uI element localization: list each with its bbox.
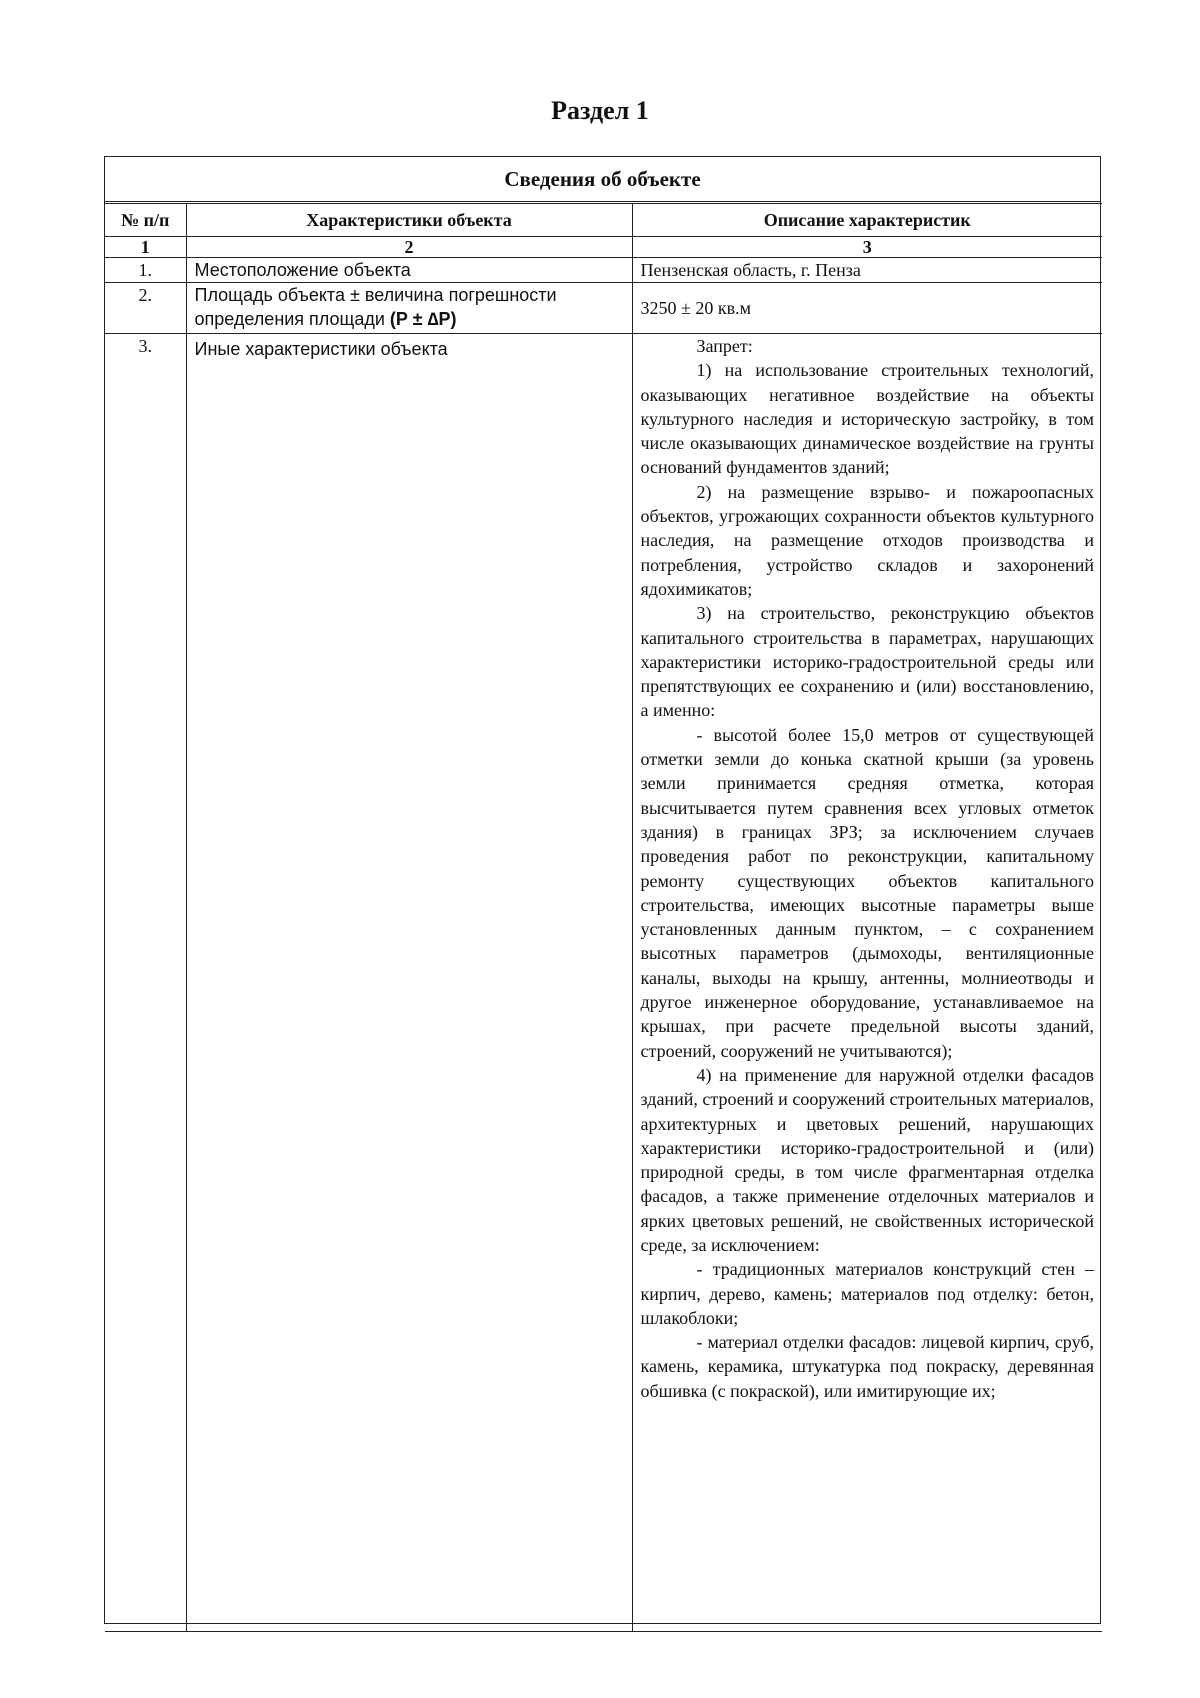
- row-number: 2.: [105, 283, 186, 334]
- header-characteristic: Характеристики объекта: [186, 204, 632, 237]
- description-paragraph: 2) на размещение взрыво- и пожароопасных объектов, угрожающих сохранности объектов культурного наследия, на размещение отходов производства и потребления, устройство складов и захоронений ядохимикатов;: [640, 481, 1094, 599]
- column-number: 3: [632, 237, 1102, 258]
- row-description: Пензенская область, г. Пенза: [632, 258, 1102, 283]
- row-characteristic: Местоположение объекта: [186, 258, 632, 283]
- description-paragraph: 3) на строительство, реконструкцию объектов капитального строительства в параметрах, нарушающих характеристики историко-градостроительной среды или препятствующих ее сохранению и (или) восстановлению, а именно:: [640, 603, 1094, 721]
- table-row: [105, 334, 1102, 1632]
- row-description: [632, 334, 1102, 1632]
- row-number: 3.: [105, 334, 186, 1632]
- table-row: [105, 283, 1102, 334]
- table-caption: Сведения об объекте: [105, 157, 1100, 202]
- row-description: 3250 ± 20 кв.м: [632, 283, 1102, 334]
- header-row: [105, 204, 1102, 237]
- description-paragraph: - традиционных материалов конструкций стен – кирпич, дерево, камень; материалов под отделку: бетон, шлакоблоки;: [640, 1259, 1094, 1328]
- row-characteristic: [186, 283, 632, 334]
- column-number: 1: [105, 237, 186, 258]
- characteristic-formula: (P ± ∆P): [389, 309, 457, 329]
- object-info-table: [104, 156, 1101, 1624]
- characteristic-text: Площадь объекта ± величина погрешности определения площади: [194, 285, 557, 329]
- header-num: № п/п: [105, 204, 186, 237]
- row-characteristic: Иные характеристики объекта: [186, 334, 632, 1632]
- table-row: [105, 258, 1102, 283]
- description-paragraph: - высотой более 15,0 метров от существующей отметки земли до конька скатной крыши (за уровень земли принимается средняя отметка, которая высчитывается путем сравнения всех угловых отметок здания) в границах ЗРЗ; за исключением случаев проведения работ по реконструкции, капитальному ремонту существующих объектов капитального строительства, имеющих высотные параметры выше установленных данным пунктом, – с сохранением высотных параметров (дымоходы, вентиляционные каналы, выходы на крышу, антенны, молниеотводы и другое инженерное оборудование, устанавливаемое на крышах, при расчете предельной высоты зданий, строений, сооружений не учитываются);: [640, 724, 1094, 1061]
- characteristics-table: [105, 203, 1102, 1632]
- description-paragraph: 4) на применение для наружной отделки фасадов зданий, строений и сооружений строительных материалов, архитектурных и цветовых решений, нарушающих характеристики историко-градостроительной и (или) природной среды, в том числе фрагментарная отделка фасадов, а также применение отделочных материалов и ярких цветовых решений, не свойственных исторической среде, за исключением:: [640, 1064, 1094, 1255]
- column-number: 2: [186, 237, 632, 258]
- header-description: Описание характеристик: [632, 204, 1102, 237]
- column-number-row: [105, 237, 1102, 258]
- section-title: Раздел 1: [551, 96, 649, 125]
- description-paragraph: Запрет:: [696, 336, 753, 356]
- row-number: 1.: [105, 258, 186, 283]
- description-paragraph: - материал отделки фасадов: лицевой кирпич, сруб, камень, керамика, штукатурка под покраску, деревянная обшивка (с покраской), или имитирующие их;: [640, 1332, 1094, 1401]
- description-paragraph: 1) на использование строительных технологий, оказывающих негативное воздействие на объекты культурного наследия и историческую застройку, в том числе оказывающих динамическое воздействие на грунты оснований фундаментов зданий;: [640, 360, 1094, 478]
